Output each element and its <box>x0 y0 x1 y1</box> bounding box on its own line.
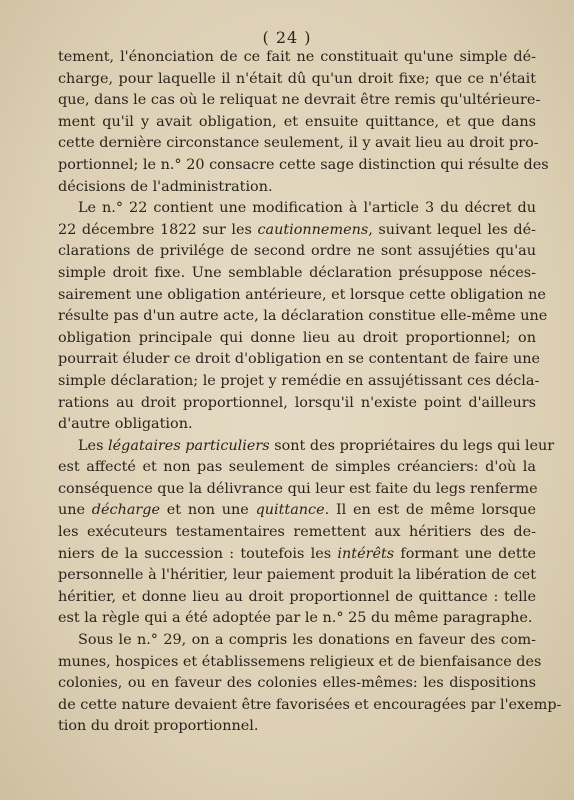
text-line: tement, l'énonciation de ce fait ne constituait qu'une simple dé- <box>58 49 536 65</box>
text-line: simple droit fixe. Une semblable déclaration présuppose néces- <box>58 264 536 281</box>
text-line: obligation principale qui donne lieu au droit proportionnel; on <box>58 329 536 346</box>
paragraph <box>58 436 555 630</box>
paragraph <box>58 47 549 198</box>
text-segment: niers de la succession : toutefois les <box>58 545 338 562</box>
text-line: pourrait éluder ce droit d'obligation en se contentant de faire une <box>58 351 541 368</box>
text-line: est la règle qui a été adoptée par le n.° 25 du même paragraphe. <box>58 610 533 627</box>
text-line: est affecté et non pas seulement de simples créanciers: d'où la <box>58 459 536 476</box>
text-line: d'autre obligation. <box>58 416 193 433</box>
text-line: ment qu'il y avait obligation, et ensuite quittance, et que dans <box>58 113 536 130</box>
text-line: Sous le n.° 29, on a compris les donations en faveur des com- <box>78 632 536 649</box>
italic-term: cautionnemens <box>257 221 369 238</box>
paragraph <box>58 198 548 436</box>
text-block <box>58 47 562 738</box>
text-line: conséquence que la délivrance qui leur est faite du legs renferme <box>58 480 538 497</box>
text-line: personnelle à l'héritier, leur paiement produit la libération de cet <box>58 567 536 584</box>
text-line: cette dernière circonstance seulement, il y avait lieu au droit pro- <box>58 135 539 152</box>
text-line <box>58 500 536 522</box>
text-line: décisions de l'administration. <box>58 178 273 195</box>
italic-term: légataires particuliers <box>108 437 270 454</box>
text-line: Le n.° 22 contient une modification à l'article 3 du décret du <box>78 200 536 217</box>
text-line: résulte pas d'un autre acte, la déclaration constitue elle-même une <box>58 308 548 325</box>
text-segment: , suivant lequel les dé- <box>368 221 536 238</box>
text-line: sairement une obligation antérieure, et lorsque cette obligation ne <box>58 286 546 303</box>
text-segment: et non une <box>160 502 256 519</box>
text-segment: Les <box>78 437 109 454</box>
paragraph <box>58 630 562 738</box>
text-line: rations au droit proportionnel, lorsqu'il n'existe point d'ailleurs <box>58 394 536 411</box>
text-line: colonies, ou en faveur des colonies elles-mêmes: les dispositions <box>58 675 536 692</box>
text-line: clarations de privilége de second ordre ne sont assujéties qu'au <box>58 243 536 260</box>
text-line <box>58 220 536 242</box>
text-line: munes, hospices et établissemens religieux et de bienfaisance des <box>58 653 542 670</box>
text-segment: une <box>58 502 92 519</box>
text-line: simple déclaration; le projet y remédie en assujétissant ces décla- <box>58 372 540 389</box>
text-line: charge, pour laquelle il n'était dû qu'un droit fixe; que ce n'était <box>58 70 536 87</box>
text-segment: formant une dette <box>394 545 536 562</box>
text-segment: sont des propriétaires du legs qui leur <box>269 437 555 454</box>
text-line: portionnel; le n.° 20 consacre cette sage distinction qui résulte des <box>58 156 549 173</box>
italic-term: intérêts <box>337 545 395 562</box>
italic-term: quittance <box>255 502 325 519</box>
text-line: les exécuteurs testamentaires remettent aux héritiers des de- <box>58 524 536 541</box>
text-line: de cette nature devaient être favorisées et encouragées par l'exemp- <box>58 696 562 713</box>
text-segment: 22 décembre 1822 sur les <box>58 221 258 238</box>
italic-term: décharge <box>91 502 161 519</box>
page-number: ( 24 ) <box>262 28 312 47</box>
text-line <box>58 544 536 566</box>
text-line: tion du droit proportionnel. <box>58 718 259 735</box>
text-line <box>58 436 555 458</box>
text-segment: . Il en est de même lorsque <box>324 502 536 519</box>
text-line: que, dans le cas où le reliquat ne devrait être remis qu'ultérieure- <box>58 92 541 109</box>
text-line: héritier, et donne lieu au droit proportionnel de quittance : telle <box>58 588 536 605</box>
